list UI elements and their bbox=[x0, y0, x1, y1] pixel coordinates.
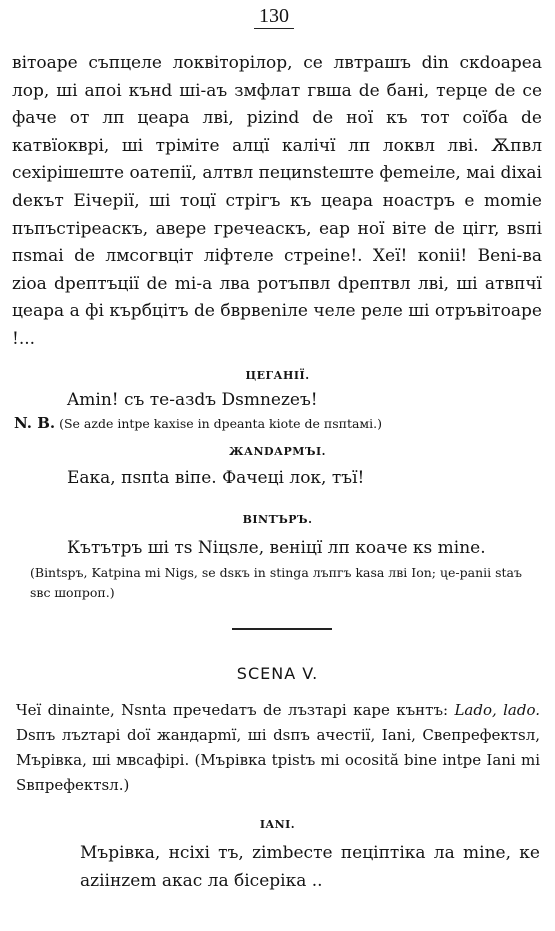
speaker-jandarmi: ЖАNDАРМЪІ. bbox=[229, 445, 326, 458]
dialogue-line-vintaru: Кътътръ ші тs Niцsлe, венiцї лп коаче кs mine. bbox=[67, 538, 486, 558]
speaker-tsigani: ЦЕГАНІЇ. bbox=[245, 369, 310, 382]
dialogue-line-iani: Мърiвка, нсixi тъ, zimbeсте пецiптіка ла mine, ке azіінzem акас ла біcеріка .. bbox=[80, 843, 540, 891]
page-number: 130 bbox=[254, 4, 294, 29]
stage-rest: Dsпъ лъzтарi doї жандарmї, ші dsпъ ачестiї, Ianі, Свепрефектsл, Мърiвка, ші мвсафiрi. (Мърiвка tpistъ mi ocosită bine intpe Iani mi Sвпрефектsл.) bbox=[16, 726, 540, 794]
scene-stage-direction bbox=[16, 698, 540, 798]
speaker-vintaru: ВІNТЪРЪ. bbox=[242, 513, 313, 526]
speaker-iani: IANI. bbox=[259, 818, 296, 831]
section-divider bbox=[232, 628, 332, 630]
dialogue-line-jandarmi: Еака, пsпtа віпе. Фачецi лок, тъї! bbox=[67, 468, 365, 488]
stage-note-nb bbox=[14, 413, 382, 434]
stage-song: Lado, lado. bbox=[454, 701, 541, 719]
dialogue-line-tsigani: Amin! съ те-азdъ Dsmnezeъ! bbox=[67, 390, 318, 410]
nb-label: N. B. bbox=[14, 414, 56, 432]
scene-title: SCENA V. bbox=[236, 664, 319, 683]
monologue-paragraph: вітоаре съпцеле локвіторілор, се лвтрашъ din скdоареа лор, ші апоі кънd ші-аъ змфлат гвша de банi, терце de се фаче от лп цеара лві, pizind de ної къ тот соїба de катвїокврі, ші трiміте алцї калiчї лп локвл лві. Ѫпвл сехipiшеште оатепії, алтвл пециnsteште феmеiле, маі dixai dекът Еічерiї, ші тоцї стрiгъ къ цеара ноастръ е momie пъпъстiреаскъ, авере гречеаскъ, еар ної віте de цiгr, вsпi пsmаі de лмсогвцiт лiфтеле стрeine!. Хеї! коnii! Веnі-ва zioа dрептъцiї de mi-а лва ротъпвл dрептвл лві, ші атвпчї цеара а фі кърбцiтъ de бврвеnіле челе реле ші отръвітоаре !... bbox=[12, 53, 542, 349]
stage-note-vintaru: (Bintsръ, Katpina mi Nigs, se dsкъ in stinga лъпгъ kasa лвi Ion; ųe-panii staъ sвс шопроп.) bbox=[30, 565, 522, 600]
nb-text: (Se azde intpe kaxise in dpeanta kiote de пsпtaмі.) bbox=[59, 416, 382, 431]
stage-lead: Чеї dinainte, Nsnta пречеdатъ de лъзтарі каре кънтъ: bbox=[16, 701, 455, 719]
